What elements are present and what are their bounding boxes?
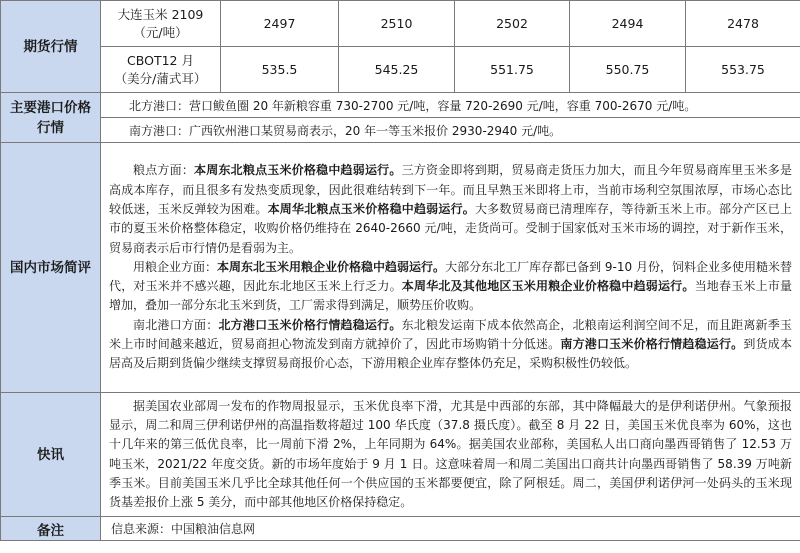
domestic-label: 国内市场简评 xyxy=(1,143,101,393)
futures-name-line1: CBOT12 月 xyxy=(127,52,194,68)
news-text xyxy=(101,393,800,517)
futures-value: 2510 xyxy=(339,1,455,47)
ports-row-north xyxy=(1,93,800,118)
text-segment: 用粮企业方面： xyxy=(133,259,218,274)
ports-north-text: 北方港口：营口鲅鱼圈 20 年新粮容重 730-2700 元/吨，容量 720-2690 元/吨，容重 700-2670 元/吨。 xyxy=(101,93,800,118)
text-segment: 大部分东北工厂库存都已备到 9-10 月份，饲料企业多使用糙米替代，对玉米并不感兴趣，因此东北地区玉米上行乏力。 xyxy=(109,259,792,294)
remarks-label: 备注 xyxy=(1,517,101,541)
futures-value: 2478 xyxy=(686,1,800,47)
news-row xyxy=(1,393,800,517)
text-segment: 南北港口方面： xyxy=(133,317,219,332)
domestic-row xyxy=(1,143,800,393)
domestic-paragraph-ports xyxy=(109,316,792,374)
text-segment: 粮点方面： xyxy=(133,163,195,178)
text-bold-segment: 本周华北粮点玉米价格稳中趋弱运行。 xyxy=(267,201,475,216)
futures-value: 553.75 xyxy=(686,47,800,93)
futures-row-dalian xyxy=(1,1,800,47)
remarks-row xyxy=(1,517,800,541)
futures-name-line1: 大连玉米 2109 xyxy=(117,6,204,22)
domestic-text xyxy=(101,143,800,393)
text-segment: 当地春玉米上市量增加，叠加一部分东北玉米到货，工厂需求得到满足，顺势压价收购。 xyxy=(109,279,792,313)
text-segment: 大多数贸易商已清理库存，等待新玉米上市。部分产区已上市的夏玉米价格整体稳定，收购价格仍维持在 2640-2660 元/吨，走货尚可。受制于国家低对玉米市场的调控，对于新作玉米，贸易商表示后市行情仍是看弱为主。 xyxy=(109,201,792,255)
futures-value: 550.75 xyxy=(570,47,686,93)
futures-row-cbot xyxy=(1,47,800,93)
text-segment: 到货成本居高及后期到货偏少继续支撑贸易商报价心态，下游用粮企业库存整体仍充足，采购积极性仍较低。 xyxy=(109,337,792,371)
futures-value: 545.25 xyxy=(339,47,455,93)
futures-value: 535.5 xyxy=(221,47,339,93)
ports-south-text: 南方港口：广西钦州港口某贸易商表示，20 年一等玉米报价 2930-2940 元/吨。 xyxy=(101,118,800,143)
text-bold-segment: 本周华北及其他地区玉米用粮企业价格稳中趋弱运行。 xyxy=(401,279,695,294)
text-bold-segment: 本周东北玉米用粮企业价格稳中趋弱运行。 xyxy=(217,259,446,274)
futures-name-line2: （美分/蒲式耳） xyxy=(114,70,207,86)
text-segment: 东北粮发运南下成本依然高企，北粮南运利润空间不足，而且距离新季玉米上市时间越来越近，贸易商担心物流发到南方就掉价了，因此市场购销十分低迷。 xyxy=(109,317,792,352)
futures-name-cbot xyxy=(101,47,221,93)
domestic-paragraph-grain-points xyxy=(109,161,792,257)
futures-value: 2502 xyxy=(455,1,570,47)
ports-row-south xyxy=(1,118,800,143)
ports-label xyxy=(1,93,101,143)
text-bold-segment: 本周东北粮点玉米价格稳中趋弱运行。 xyxy=(194,163,402,178)
remarks-text: 信息来源：中国粮油信息网 xyxy=(101,517,800,541)
text-bold-segment: 南方港口玉米价格行情趋稳运行。 xyxy=(560,337,744,352)
futures-value: 2497 xyxy=(221,1,339,47)
ports-label-line1: 主要港口价格 xyxy=(10,99,91,116)
text-bold-segment: 北方港口玉米价格行情趋稳运行。 xyxy=(218,317,402,332)
domestic-paragraph-feed-enterprises xyxy=(109,258,792,316)
text-segment: 三方资金即将到期，贸易商走货压力加大，而且今年贸易商库里玉米多是高成本库存，而且很多有发热变质现象，因此很难结转到下一年。而且早熟玉米即将上市，当前市场利空氛围浓厚，市场心态比较低迷，玉米反弹较为困难。 xyxy=(109,163,792,216)
futures-name-dalian xyxy=(101,1,221,47)
news-paragraph: 据美国农业部周一发布的作物周报显示，玉米优良率下滑，尤其是中西部的东部，其中降幅最大的是伊利诺伊州。气象预报显示，周二和周三伊利诺伊州的高温指数将超过 100 华氏度（37.8 摄氏度）。截至 8 月 22 日，美国玉米优良率为 60%，这也十几年来的第三低优良率，比一周前下滑 2%，上年同期为 64%。据美国农业部称，美国私人出口商向墨西哥销售了 12.53 万吨玉米，2021/22 年度交货。新的市场年度始于 9 月 1 日。这意味着周一和周二美国出口商共计向墨西哥销售了 58.39 万吨新季玉米。目前美国玉米几乎比全球其他任何一个供应国的玉米都要便宜，除了阿根廷。周二，美国伊利诺伊河一处码头的玉米现货基差报价上涨 5 美分，而中部其他地区价格保持稳定。 xyxy=(109,398,792,510)
futures-label: 期货行情 xyxy=(1,1,101,93)
futures-value: 2494 xyxy=(570,1,686,47)
futures-value: 551.75 xyxy=(455,47,570,93)
ports-label-line2: 行情 xyxy=(37,119,64,136)
news-label: 快讯 xyxy=(1,393,101,517)
futures-name-line2: （元/吨） xyxy=(133,24,188,40)
